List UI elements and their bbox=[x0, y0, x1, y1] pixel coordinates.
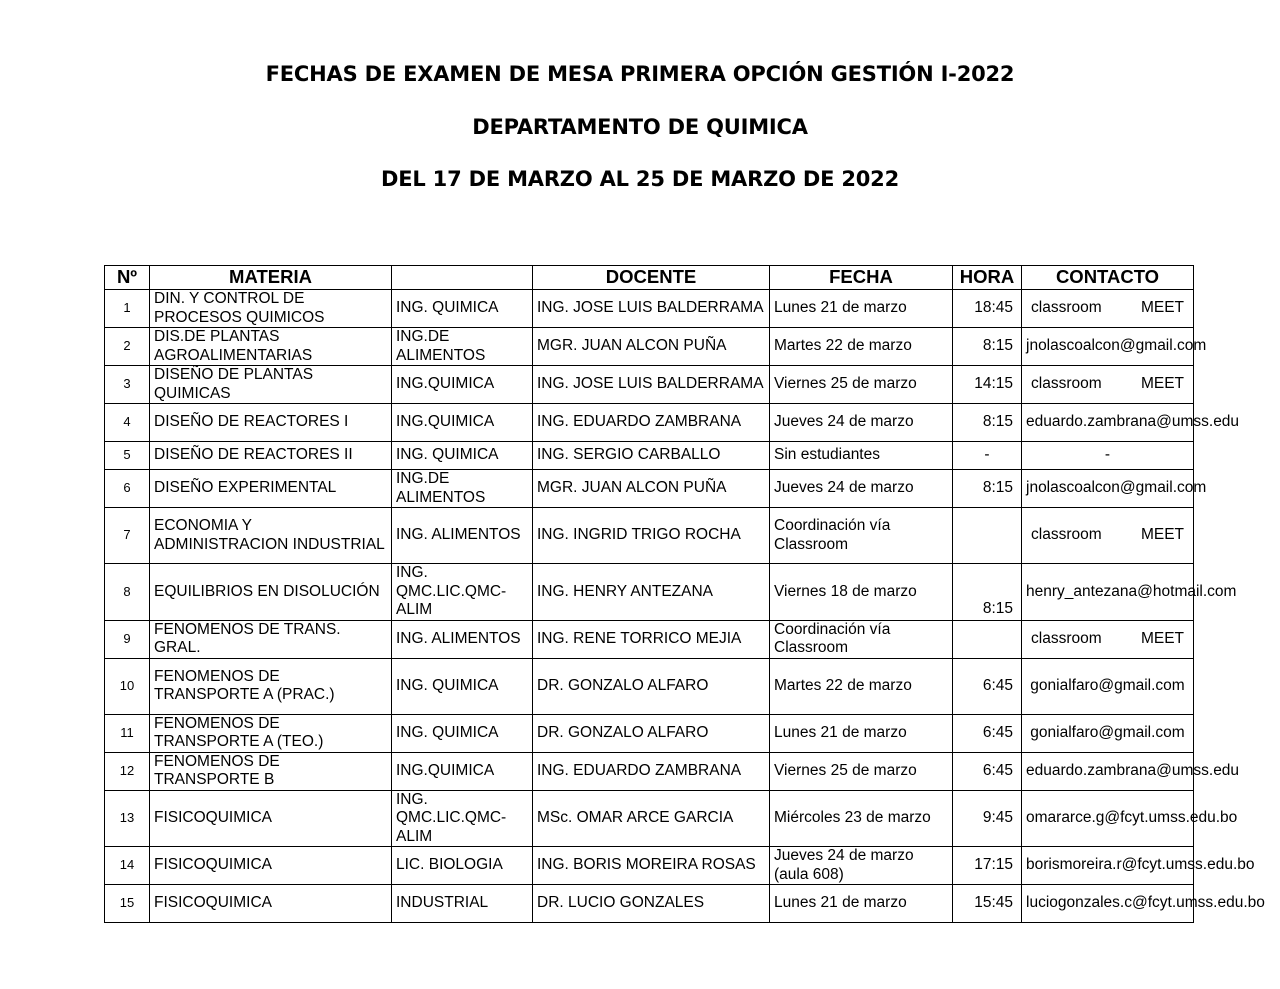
materia-cell: DISEÑO EXPERIMENTAL bbox=[150, 470, 392, 508]
row-number: 6 bbox=[105, 470, 150, 508]
carrera-cell: ING. QUIMICA bbox=[392, 442, 533, 470]
hora-cell: 6:45 bbox=[953, 714, 1022, 752]
fecha-cell: Martes 22 de marzo bbox=[770, 658, 953, 714]
table-row bbox=[105, 752, 1194, 790]
docente-cell: DR. LUCIO GONZALES bbox=[533, 885, 770, 923]
materia-cell: FISICOQUIMICA bbox=[150, 847, 392, 885]
table-row bbox=[105, 290, 1194, 328]
docente-cell: MSc. OMAR ARCE GARCIA bbox=[533, 790, 770, 847]
carrera-cell: ING. QUIMICA bbox=[392, 290, 533, 328]
docente-cell: ING. EDUARDO ZAMBRANA bbox=[533, 404, 770, 442]
row-number: 3 bbox=[105, 366, 150, 404]
docente-cell: ING. SERGIO CARBALLO bbox=[533, 442, 770, 470]
table-row bbox=[105, 404, 1194, 442]
meet-text: MEET bbox=[1140, 375, 1184, 393]
table-row bbox=[105, 847, 1194, 885]
table-row bbox=[105, 714, 1194, 752]
department-title: DEPARTAMENTO DE QUIMICA bbox=[472, 115, 808, 139]
fecha-cell: Sin estudiantes bbox=[770, 442, 953, 470]
hora-cell: 15:45 bbox=[953, 885, 1022, 923]
header-docente: DOCENTE bbox=[533, 266, 770, 290]
docente-cell: ING. JOSE LUIS BALDERRAMA bbox=[533, 290, 770, 328]
carrera-cell: ING. QMC.LIC.QMC-ALIM bbox=[392, 790, 533, 847]
materia-cell: FENOMENOS DE TRANSPORTE A (PRAC.) bbox=[150, 658, 392, 714]
docente-cell: MGR. JUAN ALCON PUÑA bbox=[533, 470, 770, 508]
row-number: 13 bbox=[105, 790, 150, 847]
classroom-text: classroom bbox=[1031, 299, 1102, 317]
meet-text: MEET bbox=[1140, 299, 1184, 317]
table-row bbox=[105, 564, 1194, 621]
table-row bbox=[105, 328, 1194, 366]
table-row bbox=[105, 790, 1194, 847]
docente-cell: ING. INGRID TRIGO ROCHA bbox=[533, 508, 770, 564]
hora-cell: 18:45 bbox=[953, 290, 1022, 328]
row-number: 5 bbox=[105, 442, 150, 470]
contacto-cell bbox=[1022, 366, 1194, 404]
contacto-cell: gonialfaro@gmail.com bbox=[1022, 658, 1194, 714]
materia-cell: FISICOQUIMICA bbox=[150, 885, 392, 923]
fecha-cell: Viernes 25 de marzo bbox=[770, 366, 953, 404]
materia-cell: DIN. Y CONTROL DE PROCESOS QUIMICOS bbox=[150, 290, 392, 328]
hora-cell: - bbox=[953, 442, 1022, 470]
docente-cell: ING. EDUARDO ZAMBRANA bbox=[533, 752, 770, 790]
materia-cell: ECONOMIA Y ADMINISTRACION INDUSTRIAL bbox=[150, 508, 392, 564]
carrera-cell: ING.QUIMICA bbox=[392, 752, 533, 790]
header-hora: HORA bbox=[953, 266, 1022, 290]
fecha-cell: Coordinación vía Classroom bbox=[770, 620, 953, 658]
contacto-cell: gonialfaro@gmail.com bbox=[1022, 714, 1194, 752]
table-row bbox=[105, 442, 1194, 470]
fecha-cell: Coordinación vía Classroom bbox=[770, 508, 953, 564]
header-fecha: FECHA bbox=[770, 266, 953, 290]
carrera-cell: ING. QUIMICA bbox=[392, 658, 533, 714]
header-materia: MATERIA bbox=[150, 266, 392, 290]
fecha-cell: Miércoles 23 de marzo bbox=[770, 790, 953, 847]
meet-text: MEET bbox=[1140, 526, 1184, 544]
carrera-cell: ING. QMC.LIC.QMC-ALIM bbox=[392, 564, 533, 621]
materia-cell: FENOMENOS DE TRANS. GRAL. bbox=[150, 620, 392, 658]
materia-cell: DISEÑO DE REACTORES I bbox=[150, 404, 392, 442]
contacto-cell bbox=[1022, 620, 1194, 658]
hora-cell bbox=[953, 620, 1022, 658]
materia-cell: DISEÑO DE REACTORES II bbox=[150, 442, 392, 470]
contacto-cell: henry_antezana@hotmail.com bbox=[1022, 564, 1194, 621]
contacto-cell: jnolascoalcon@gmail.com bbox=[1022, 328, 1194, 366]
fecha-cell: Lunes 21 de marzo bbox=[770, 290, 953, 328]
header-number: Nº bbox=[105, 266, 150, 290]
date-range-title: DEL 17 DE MARZO AL 25 DE MARZO DE 2022 bbox=[380, 167, 899, 191]
table-row bbox=[105, 508, 1194, 564]
contacto-cell: eduardo.zambrana@umss.edu bbox=[1022, 404, 1194, 442]
row-number: 7 bbox=[105, 508, 150, 564]
header-contacto: CONTACTO bbox=[1022, 266, 1194, 290]
contacto-cell: jnolascoalcon@gmail.com bbox=[1022, 470, 1194, 508]
hora-cell bbox=[953, 508, 1022, 564]
fecha-cell: Viernes 18 de marzo bbox=[770, 564, 953, 621]
row-number: 2 bbox=[105, 328, 150, 366]
row-number: 11 bbox=[105, 714, 150, 752]
contacto-cell: luciogonzales.c@fcyt.umss.edu.bo bbox=[1022, 885, 1194, 923]
fecha-cell: Jueves 24 de marzo (aula 608) bbox=[770, 847, 953, 885]
hora-cell: 9:45 bbox=[953, 790, 1022, 847]
hora-cell: 6:45 bbox=[953, 752, 1022, 790]
header-carrera bbox=[392, 266, 533, 290]
hora-cell: 8:15 bbox=[953, 328, 1022, 366]
materia-cell: FISICOQUIMICA bbox=[150, 790, 392, 847]
row-number: 10 bbox=[105, 658, 150, 714]
hora-cell: 6:45 bbox=[953, 658, 1022, 714]
docente-cell: ING. HENRY ANTEZANA bbox=[533, 564, 770, 621]
table-row bbox=[105, 658, 1194, 714]
materia-cell: DIS.DE PLANTAS AGROALIMENTARIAS bbox=[150, 328, 392, 366]
docente-cell: ING. BORIS MOREIRA ROSAS bbox=[533, 847, 770, 885]
carrera-cell: ING.QUIMICA bbox=[392, 366, 533, 404]
materia-cell: FENOMENOS DE TRANSPORTE A (TEO.) bbox=[150, 714, 392, 752]
carrera-cell: ING. ALIMENTOS bbox=[392, 508, 533, 564]
contacto-cell: omararce.g@fcyt.umss.edu.bo bbox=[1022, 790, 1194, 847]
materia-cell: EQUILIBRIOS EN DISOLUCIÓN bbox=[150, 564, 392, 621]
row-number: 4 bbox=[105, 404, 150, 442]
docente-cell: DR. GONZALO ALFARO bbox=[533, 714, 770, 752]
carrera-cell: ING.QUIMICA bbox=[392, 404, 533, 442]
materia-cell: FENOMENOS DE TRANSPORTE B bbox=[150, 752, 392, 790]
contacto-cell: eduardo.zambrana@umss.edu bbox=[1022, 752, 1194, 790]
contacto-cell bbox=[1022, 290, 1194, 328]
carrera-cell: ING.DE ALIMENTOS bbox=[392, 470, 533, 508]
table-row bbox=[105, 470, 1194, 508]
docente-cell: DR. GONZALO ALFARO bbox=[533, 658, 770, 714]
contacto-cell: - bbox=[1022, 442, 1194, 470]
carrera-cell: INDUSTRIAL bbox=[392, 885, 533, 923]
document-title: FECHAS DE EXAMEN DE MESA PRIMERA OPCIÓN GESTIÓN I-2022 bbox=[265, 62, 1015, 86]
fecha-cell: Lunes 21 de marzo bbox=[770, 714, 953, 752]
hora-cell: 14:15 bbox=[953, 366, 1022, 404]
table-header-row bbox=[105, 266, 1194, 290]
row-number: 9 bbox=[105, 620, 150, 658]
table-row bbox=[105, 366, 1194, 404]
exam-schedule-table bbox=[104, 265, 1265, 923]
row-number: 8 bbox=[105, 564, 150, 621]
docente-cell: ING. JOSE LUIS BALDERRAMA bbox=[533, 366, 770, 404]
materia-cell: DISEÑO DE PLANTAS QUIMICAS bbox=[150, 366, 392, 404]
docente-cell: MGR. JUAN ALCON PUÑA bbox=[533, 328, 770, 366]
hora-cell: 8:15 bbox=[953, 564, 1022, 621]
table-row bbox=[105, 620, 1194, 658]
row-number: 15 bbox=[105, 885, 150, 923]
classroom-text: classroom bbox=[1031, 526, 1102, 544]
classroom-text: classroom bbox=[1031, 375, 1102, 393]
hora-cell: 8:15 bbox=[953, 404, 1022, 442]
contacto-cell bbox=[1022, 508, 1194, 564]
fecha-cell: Martes 22 de marzo bbox=[770, 328, 953, 366]
meet-text: MEET bbox=[1140, 629, 1184, 647]
fecha-cell: Lunes 21 de marzo bbox=[770, 885, 953, 923]
contacto-cell: borismoreira.r@fcyt.umss.edu.bo bbox=[1022, 847, 1194, 885]
hora-cell: 17:15 bbox=[953, 847, 1022, 885]
row-number: 14 bbox=[105, 847, 150, 885]
carrera-cell: LIC. BIOLOGIA bbox=[392, 847, 533, 885]
row-number: 12 bbox=[105, 752, 150, 790]
carrera-cell: ING. QUIMICA bbox=[392, 714, 533, 752]
docente-cell: ING. RENE TORRICO MEJIA bbox=[533, 620, 770, 658]
fecha-cell: Jueves 24 de marzo bbox=[770, 470, 953, 508]
fecha-cell: Viernes 25 de marzo bbox=[770, 752, 953, 790]
row-number: 1 bbox=[105, 290, 150, 328]
hora-cell: 8:15 bbox=[953, 470, 1022, 508]
classroom-text: classroom bbox=[1031, 629, 1102, 647]
table-row bbox=[105, 885, 1194, 923]
fecha-cell: Jueves 24 de marzo bbox=[770, 404, 953, 442]
carrera-cell: ING.DE ALIMENTOS bbox=[392, 328, 533, 366]
carrera-cell: ING. ALIMENTOS bbox=[392, 620, 533, 658]
